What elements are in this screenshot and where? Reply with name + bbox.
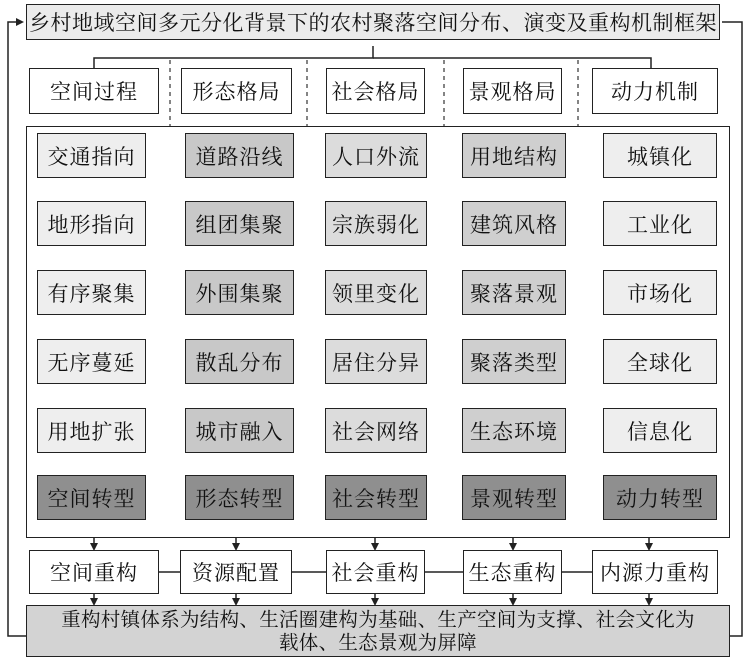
cell-morphology-1: 道路沿线 bbox=[185, 133, 294, 178]
diagram-title: 乡村地域空间多元分化背景下的农村聚落空间分布、演变及重构机制框架 bbox=[26, 4, 720, 40]
cell-mechanism-1: 城镇化 bbox=[603, 133, 717, 178]
cell-spatial-4: 无序蔓延 bbox=[37, 339, 146, 384]
transformation-landscape: 景观转型 bbox=[462, 475, 566, 520]
cell-landscape-4: 聚落类型 bbox=[462, 339, 566, 384]
reconstruction-resource: 资源配置 bbox=[180, 550, 292, 594]
header-social-pattern: 社会格局 bbox=[326, 68, 425, 114]
transformation-mechanism: 动力转型 bbox=[603, 475, 717, 520]
summary-line-2: 载体、生态景观为屏障 bbox=[278, 631, 477, 654]
header-landscape-pattern: 景观格局 bbox=[463, 68, 562, 114]
cell-spatial-2: 地形指向 bbox=[37, 201, 146, 246]
cell-spatial-1: 交通指向 bbox=[37, 133, 146, 178]
cell-morphology-4: 散乱分布 bbox=[185, 339, 294, 384]
cell-mechanism-5: 信息化 bbox=[603, 408, 717, 453]
cell-morphology-2: 组团集聚 bbox=[185, 201, 294, 246]
cell-social-5: 社会网络 bbox=[325, 408, 427, 453]
reconstruction-ecological: 生态重构 bbox=[463, 550, 562, 594]
cell-social-1: 人口外流 bbox=[325, 133, 427, 178]
reconstruction-endogenous: 内源力重构 bbox=[592, 550, 718, 594]
cell-social-4: 居住分异 bbox=[325, 339, 427, 384]
cell-mechanism-3: 市场化 bbox=[603, 270, 717, 315]
cell-spatial-5: 用地扩张 bbox=[37, 408, 146, 453]
transformation-social: 社会转型 bbox=[325, 475, 427, 520]
header-spatial-process: 空间过程 bbox=[29, 68, 159, 114]
cell-social-2: 宗族弱化 bbox=[325, 201, 427, 246]
transformation-spatial: 空间转型 bbox=[37, 475, 146, 520]
summary-line-1: 重构村镇体系为结构、生活圈建构为基础、生产空间为支撑、社会文化为 bbox=[61, 608, 695, 631]
header-driving-mechanism: 动力机制 bbox=[592, 68, 718, 114]
cell-mechanism-2: 工业化 bbox=[603, 201, 717, 246]
header-morphology-pattern: 形态格局 bbox=[181, 68, 292, 114]
cell-landscape-2: 建筑风格 bbox=[462, 201, 566, 246]
cell-morphology-5: 城市融入 bbox=[185, 408, 294, 453]
cell-landscape-5: 生态环境 bbox=[462, 408, 566, 453]
cell-mechanism-4: 全球化 bbox=[603, 339, 717, 384]
reconstruction-social: 社会重构 bbox=[326, 550, 425, 594]
transformation-morphology: 形态转型 bbox=[185, 475, 294, 520]
title-brace bbox=[94, 46, 651, 68]
cell-landscape-1: 用地结构 bbox=[462, 133, 566, 178]
cell-morphology-3: 外围集聚 bbox=[185, 270, 294, 315]
cell-social-3: 领里变化 bbox=[325, 270, 427, 315]
summary-box bbox=[26, 605, 730, 657]
reconstruction-spatial: 空间重构 bbox=[29, 550, 159, 594]
cell-landscape-3: 聚落景观 bbox=[462, 270, 566, 315]
cell-spatial-3: 有序聚集 bbox=[37, 270, 146, 315]
